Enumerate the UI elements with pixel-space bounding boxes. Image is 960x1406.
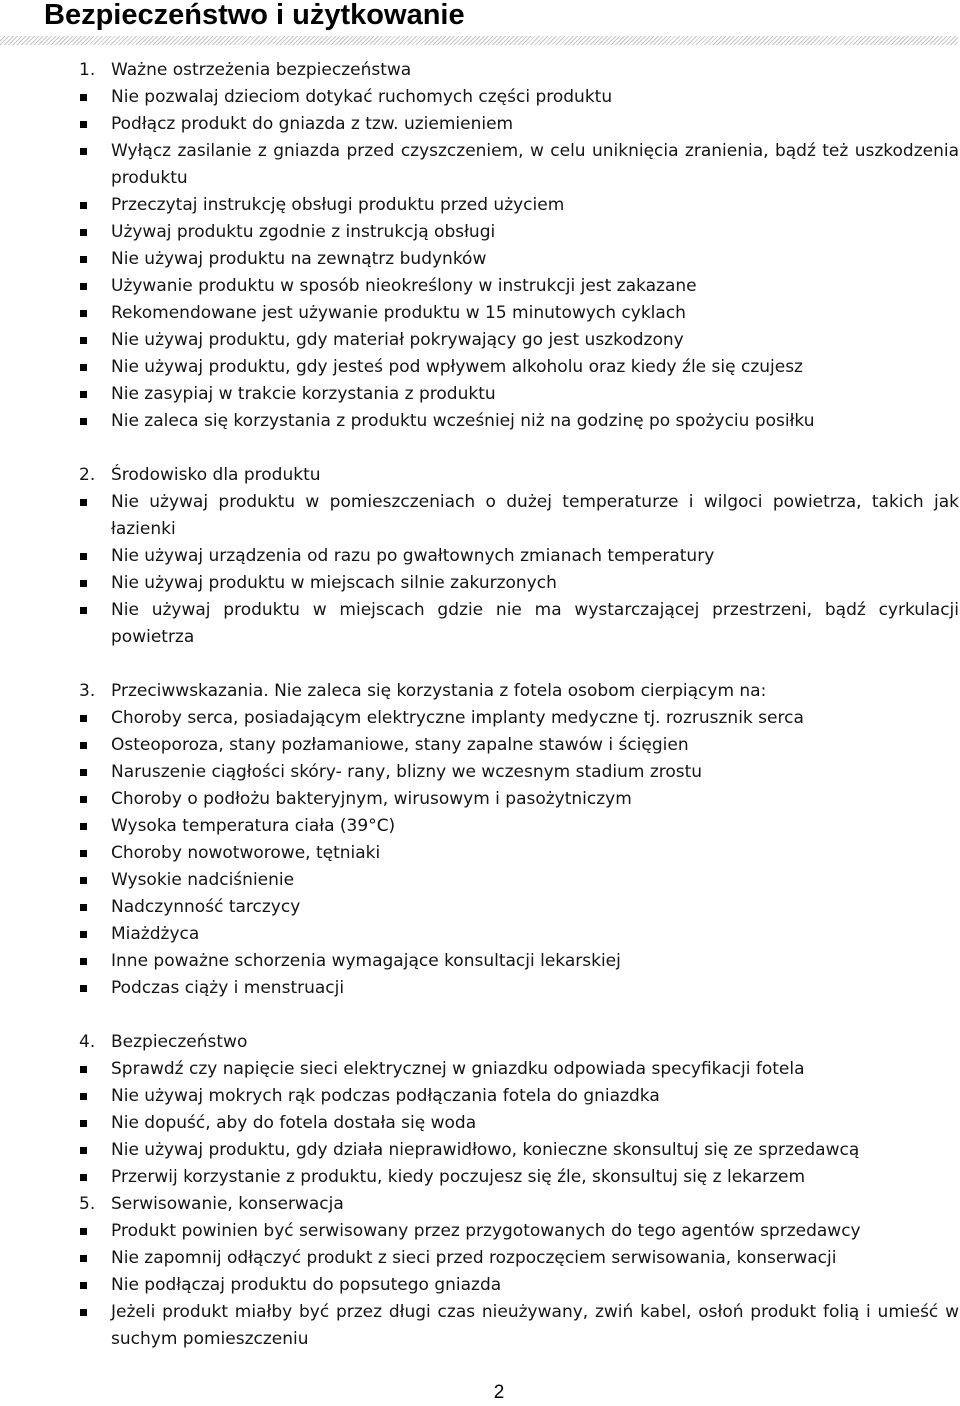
list-item <box>79 840 959 867</box>
list-item-text: Nie podłączaj produktu do popsutego gniazda <box>111 1275 502 1295</box>
square-bullet-icon <box>80 418 87 425</box>
list-item-text: Nadczynność tarczycy <box>111 897 301 917</box>
list-item-text: Nie używaj mokrych rąk podczas podłączania fotela do gniazdka <box>111 1086 660 1106</box>
section-4 <box>79 1029 959 1191</box>
list-item-text: Nie pozwalaj dzieciom dotykać ruchomych części produktu <box>111 87 613 107</box>
list-item <box>79 1083 959 1110</box>
square-bullet-icon <box>80 94 87 101</box>
square-bullet-icon <box>80 202 87 209</box>
square-bullet-icon <box>80 364 87 371</box>
list-item-text: Nie zasypiaj w trakcie korzystania z produktu <box>111 384 496 404</box>
list-item <box>79 327 959 354</box>
list-item <box>79 1137 959 1164</box>
list-item <box>79 759 959 786</box>
list-item <box>79 111 959 138</box>
list-item-text: Używaj produktu zgodnie z instrukcją obsługi <box>111 222 496 242</box>
square-bullet-icon <box>80 1309 87 1316</box>
section-heading-text: Przeciwwskazania. Nie zaleca się korzystania z fotela osobom cierpiącym na: <box>111 681 767 701</box>
page-number: 2 <box>493 1382 505 1403</box>
title-divider <box>0 36 958 45</box>
section-heading <box>79 1029 959 1056</box>
square-bullet-icon <box>80 742 87 749</box>
square-bullet-icon <box>80 121 87 128</box>
section-heading <box>79 57 959 84</box>
list-item <box>79 543 959 570</box>
list-item-text: Choroby serca, posiadającym elektryczne implanty medyczne tj. rozrusznik serca <box>111 708 804 728</box>
section-2 <box>79 462 959 651</box>
list-item <box>79 1218 959 1245</box>
square-bullet-icon <box>80 256 87 263</box>
list-item-text: Podczas ciąży i menstruacji <box>111 978 345 998</box>
list-item-text: Inne poważne schorzenia wymagające konsultacji lekarskiej <box>111 951 621 971</box>
list-item <box>79 975 959 1002</box>
list-item-text: Naruszenie ciągłości skóry- rany, blizny we wczesnym stadium zrostu <box>111 762 703 782</box>
list-item <box>79 948 959 975</box>
list-item <box>79 192 959 219</box>
list-item-text: Nie używaj produktu na zewnątrz budynków <box>111 249 487 269</box>
square-bullet-icon <box>80 391 87 398</box>
list-item-text: Nie używaj urządzenia od razu po gwałtownych zmianach temperatury <box>111 546 715 566</box>
list-item-text: Choroby o podłożu bakteryjnym, wirusowym i pasożytniczym <box>111 789 632 809</box>
section-number: 5. <box>79 1194 96 1214</box>
section-number: 3. <box>79 681 96 701</box>
list-item-text: Nie używaj produktu, gdy materiał pokrywający go jest uszkodzony <box>111 330 684 350</box>
square-bullet-icon <box>80 715 87 722</box>
list-item <box>79 138 959 192</box>
section-heading-text: Środowisko dla produktu <box>111 465 321 485</box>
list-item-text: Produkt powinien być serwisowany przez przygotowanych do tego agentów sprzedawcy <box>111 1221 861 1241</box>
square-bullet-icon <box>80 553 87 560</box>
list-item-text: Nie używaj produktu, gdy działa nieprawidłowo, konieczne skonsultuj się ze sprzedawcą <box>111 1140 860 1160</box>
page-title: Bezpieczeństwo i użytkowanie <box>44 0 465 31</box>
list-item <box>79 300 959 327</box>
square-bullet-icon <box>80 1228 87 1235</box>
list-item-text: Przeczytaj instrukcję obsługi produktu przed użyciem <box>111 195 565 215</box>
square-bullet-icon <box>80 283 87 290</box>
list-item-text: Rekomendowane jest używanie produktu w 15 minutowych cyklach <box>111 303 686 323</box>
list-item-text: Choroby nowotworowe, tętniaki <box>111 843 381 863</box>
square-bullet-icon <box>80 607 87 614</box>
section-3 <box>79 678 959 1002</box>
list-item <box>79 786 959 813</box>
section-heading <box>79 678 959 705</box>
list-item <box>79 1245 959 1272</box>
square-bullet-icon <box>80 796 87 803</box>
section-heading <box>79 462 959 489</box>
list-item <box>79 732 959 759</box>
square-bullet-icon <box>80 1147 87 1154</box>
section-heading-text: Ważne ostrzeżenia bezpieczeństwa <box>111 60 412 80</box>
list-item <box>79 597 959 651</box>
list-item <box>79 381 959 408</box>
list-item <box>79 219 959 246</box>
list-item-text: Nie używaj produktu w miejscach gdzie nie ma wystarczającej przestrzeni, bądź cyrkulacji powietrza <box>111 600 959 647</box>
square-bullet-icon <box>80 931 87 938</box>
section-heading <box>79 1191 959 1218</box>
section-heading-text: Serwisowanie, konserwacja <box>111 1194 344 1214</box>
document-body <box>79 57 959 1380</box>
list-item-text: Nie zaleca się korzystania z produktu wcześniej niż na godzinę po spożyciu posiłku <box>111 411 815 431</box>
square-bullet-icon <box>80 580 87 587</box>
square-bullet-icon <box>80 1255 87 1262</box>
list-item <box>79 1299 959 1353</box>
list-item <box>79 867 959 894</box>
list-item <box>79 921 959 948</box>
square-bullet-icon <box>80 850 87 857</box>
square-bullet-icon <box>80 958 87 965</box>
square-bullet-icon <box>80 229 87 236</box>
list-item-text: Osteoporoza, stany pozłamaniowe, stany zapalne stawów i ścięgien <box>111 735 689 755</box>
list-item <box>79 1164 959 1191</box>
square-bullet-icon <box>80 1066 87 1073</box>
list-item-text: Nie używaj produktu, gdy jesteś pod wpływem alkoholu oraz kiedy źle się czujesz <box>111 357 803 377</box>
list-item-text: Wyłącz zasilanie z gniazda przed czyszczeniem, w celu uniknięcia zranienia, bądź też uszkodzenia produktu <box>111 141 959 188</box>
list-item <box>79 273 959 300</box>
list-item <box>79 246 959 273</box>
square-bullet-icon <box>80 1174 87 1181</box>
list-item-text: Nie używaj produktu w miejscach silnie zakurzonych <box>111 573 557 593</box>
list-item-text: Nie zapomnij odłączyć produkt z sieci przed rozpoczęciem serwisowania, konserwacji <box>111 1248 837 1268</box>
square-bullet-icon <box>80 985 87 992</box>
list-item <box>79 1272 959 1299</box>
section-number: 2. <box>79 465 96 485</box>
section-number: 4. <box>79 1032 96 1052</box>
list-item <box>79 1110 959 1137</box>
list-item-text: Sprawdź czy napięcie sieci elektrycznej w gniazdku odpowiada specyfikacji fotela <box>111 1059 805 1079</box>
list-item-text: Nie dopuść, aby do fotela dostała się woda <box>111 1113 477 1133</box>
section-1 <box>79 57 959 435</box>
list-item-text: Używanie produktu w sposób nieokreślony w instrukcji jest zakazane <box>111 276 697 296</box>
list-item-text: Jeżeli produkt miałby być przez długi czas nieużywany, zwiń kabel, osłoń produkt folią i umieść w suchym pomieszczeniu <box>111 1302 959 1349</box>
list-item <box>79 570 959 597</box>
list-item <box>79 84 959 111</box>
square-bullet-icon <box>80 1120 87 1127</box>
list-item <box>79 489 959 543</box>
square-bullet-icon <box>80 499 87 506</box>
list-item <box>79 705 959 732</box>
square-bullet-icon <box>80 877 87 884</box>
square-bullet-icon <box>80 1093 87 1100</box>
square-bullet-icon <box>80 148 87 155</box>
square-bullet-icon <box>80 1282 87 1289</box>
square-bullet-icon <box>80 337 87 344</box>
square-bullet-icon <box>80 904 87 911</box>
section-number: 1. <box>79 60 96 80</box>
list-item-text: Nie używaj produktu w pomieszczeniach o dużej temperaturze i wilgoci powietrza, takich jak łazienki <box>111 492 959 539</box>
list-item-text: Przerwij korzystanie z produktu, kiedy poczujesz się źle, skonsultuj się z lekarzem <box>111 1167 806 1187</box>
list-item <box>79 1056 959 1083</box>
section-5 <box>79 1191 959 1353</box>
list-item <box>79 408 959 435</box>
list-item <box>79 813 959 840</box>
list-item-text: Miażdżyca <box>111 924 200 944</box>
list-item <box>79 354 959 381</box>
list-item <box>79 894 959 921</box>
square-bullet-icon <box>80 310 87 317</box>
square-bullet-icon <box>80 823 87 830</box>
list-item-text: Podłącz produkt do gniazda z tzw. uziemieniem <box>111 114 514 134</box>
square-bullet-icon <box>80 769 87 776</box>
list-item-text: Wysoka temperatura ciała (39°C) <box>111 816 396 836</box>
section-heading-text: Bezpieczeństwo <box>111 1032 248 1052</box>
list-item-text: Wysokie nadciśnienie <box>111 870 295 890</box>
